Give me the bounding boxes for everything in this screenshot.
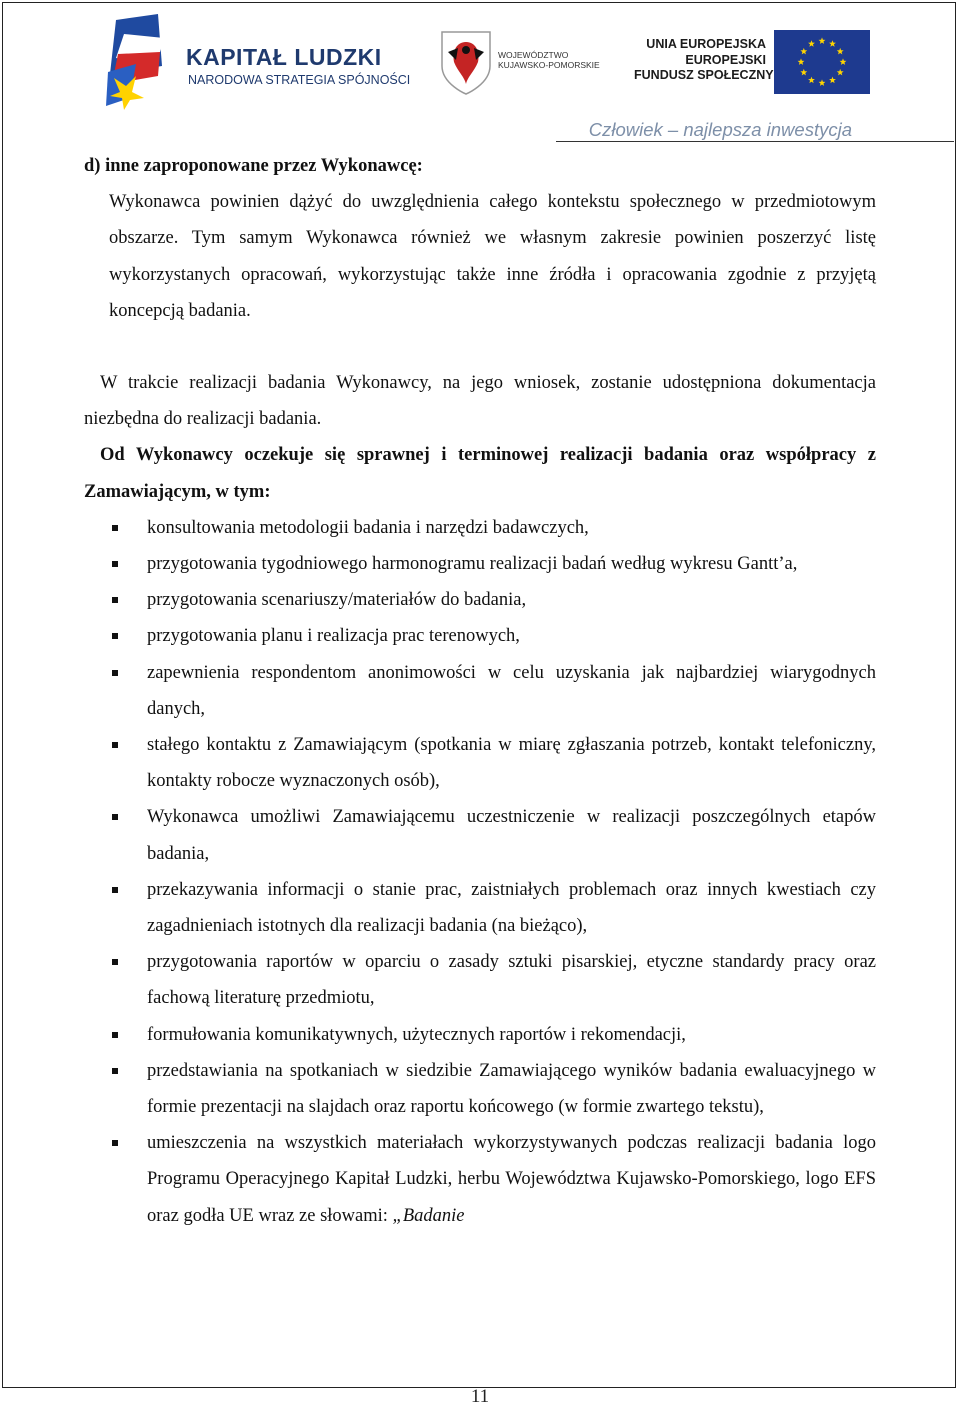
eu-line3: FUNDUSZ SPOŁECZNY xyxy=(634,68,774,82)
coat-of-arms-icon xyxy=(438,28,494,96)
list-item xyxy=(84,546,876,582)
list-item-text: przekazywania informacji o stanie prac, zaistniałych problemach oraz innych kwestiach czy zagadnieniach istotnych dla realizacji badania (na bieżąco), xyxy=(147,879,876,937)
list-item-text: umieszczenia na wszystkich materiałach wykorzystywanych podczas realizacji badania logo Programu Operacyjnego Kapitał Ludzki, herbu Województwa Kujawsko-Pomorskiego, logo EFS oraz godła UE wraz ze słowami: xyxy=(147,1133,876,1226)
bullet-square-icon xyxy=(112,633,118,639)
list-item-text: przedstawiania na spotkaniach w siedzibie Zamawiającego wyników badania ewaluacyjnego w formie prezentacji na slajdach oraz raportu końcowego (w formie zwartego tekstu), xyxy=(147,1060,876,1118)
list-item xyxy=(84,582,876,618)
document-body xyxy=(84,148,876,1234)
list-item xyxy=(84,799,876,871)
eu-line1: UNIA EUROPEJSKA xyxy=(646,37,766,51)
kapital-ludzki-subtitle: NARODOWA STRATEGIA SPÓJNOŚCI xyxy=(188,73,411,87)
bullet-square-icon xyxy=(112,1068,118,1074)
list-item xyxy=(84,1053,876,1125)
bullet-square-icon xyxy=(112,597,118,603)
bullet-square-icon xyxy=(112,561,118,567)
list-item xyxy=(84,872,876,944)
list-item-text: stałego kontaktu z Zamawiającym (spotkania w miarę zgłaszania potrzeb, kontakt telefoniczny, kontakty robocze wyznaczonych osób), xyxy=(147,735,876,792)
page-number: 11 xyxy=(470,1386,490,1407)
list-item-text: formułowania komunikatywnych, użytecznych raportów i rekomendacji, xyxy=(147,1024,686,1045)
wojewodztwo-line2: KUJAWSKO-POMORSKIE xyxy=(498,60,600,70)
wojewodztwo-name xyxy=(498,50,600,70)
bullet-square-icon xyxy=(112,1140,118,1146)
expectations-list xyxy=(84,510,876,1234)
kapital-ludzki-title: KAPITAŁ LUDZKI xyxy=(186,44,382,70)
bullet-square-icon xyxy=(112,1032,118,1038)
paragraph-expectations: Od Wykonawcy oczekuje się sprawnej i terminowej realizacji badania oraz współpracy z Zamawiającym, w tym: xyxy=(84,445,876,502)
section-heading: d) inne zaproponowane przez Wykonawcę: xyxy=(84,156,423,176)
list-item xyxy=(84,618,876,654)
kapital-ludzki-logo xyxy=(106,14,411,110)
wojewodztwo-logo xyxy=(438,28,618,98)
paragraph-documentation: W trakcie realizacji badania Wykonawcy, na jego wniosek, zostanie udostępniona dokumentacja niezbędna do realizacji badania. xyxy=(84,373,876,430)
paragraph-gap xyxy=(84,329,876,365)
list-item xyxy=(84,727,876,799)
header-divider xyxy=(556,141,954,142)
kapital-ludzki-emblem-icon xyxy=(106,14,186,110)
list-item-text: przygotowania planu i realizacja prac terenowych, xyxy=(147,626,520,647)
eu-line2: EUROPEJSKI xyxy=(685,52,766,67)
list-item xyxy=(84,1125,876,1234)
list-item-text: przygotowania raportów w oparciu o zasady sztuki pisarskiej, etyczne standardy pracy oraz fachową literaturę przedmiotu, xyxy=(147,952,876,1009)
list-item xyxy=(84,655,876,727)
bullet-square-icon xyxy=(112,525,118,531)
list-item-text: przygotowania tygodniowego harmonogramu realizacji badań według wykresu Gantt’a, xyxy=(147,554,798,575)
list-item-text: zapewnienia respondentom anonimowości w celu uzyskania jak najbardziej wiarygodnych danych, xyxy=(147,662,876,719)
list-item xyxy=(84,944,876,1016)
bullet-square-icon xyxy=(112,742,118,748)
bullet-square-icon xyxy=(112,670,118,676)
list-item-text: przygotowania scenariuszy/materiałów do badania, xyxy=(147,590,527,611)
paragraph-context: Wykonawca powinien dążyć do uwzględnienia całego kontekstu społecznego w przedmiotowym obszarze. Tym samym Wykonawca również we własnym zakresie powinien poszerzyć listę wykorzystanych opracowań, wykorzystując także inne źródła i opracowania zgodnie z przyjętą koncepcją badania. xyxy=(109,192,876,321)
list-item-italic-quote: „Badanie xyxy=(392,1205,465,1226)
list-item xyxy=(84,510,876,546)
wojewodztwo-line1: WOJEWÓDZTWO xyxy=(498,50,569,60)
header-motto: Człowiek – najlepsza inwestycja xyxy=(588,119,852,140)
bullet-square-icon xyxy=(112,887,118,893)
bullet-square-icon xyxy=(112,959,118,965)
bullet-square-icon xyxy=(112,814,118,820)
eu-flag-icon xyxy=(774,30,870,94)
list-item-text: Wykonawca umożliwi Zamawiającemu uczestniczenie w realizacji poszczególnych etapów badania, xyxy=(147,807,876,864)
list-item-text: konsultowania metodologii badania i narzędzi badawczych, xyxy=(147,517,589,538)
list-item xyxy=(84,1017,876,1053)
eu-logo xyxy=(634,30,874,96)
eu-text xyxy=(634,37,774,84)
